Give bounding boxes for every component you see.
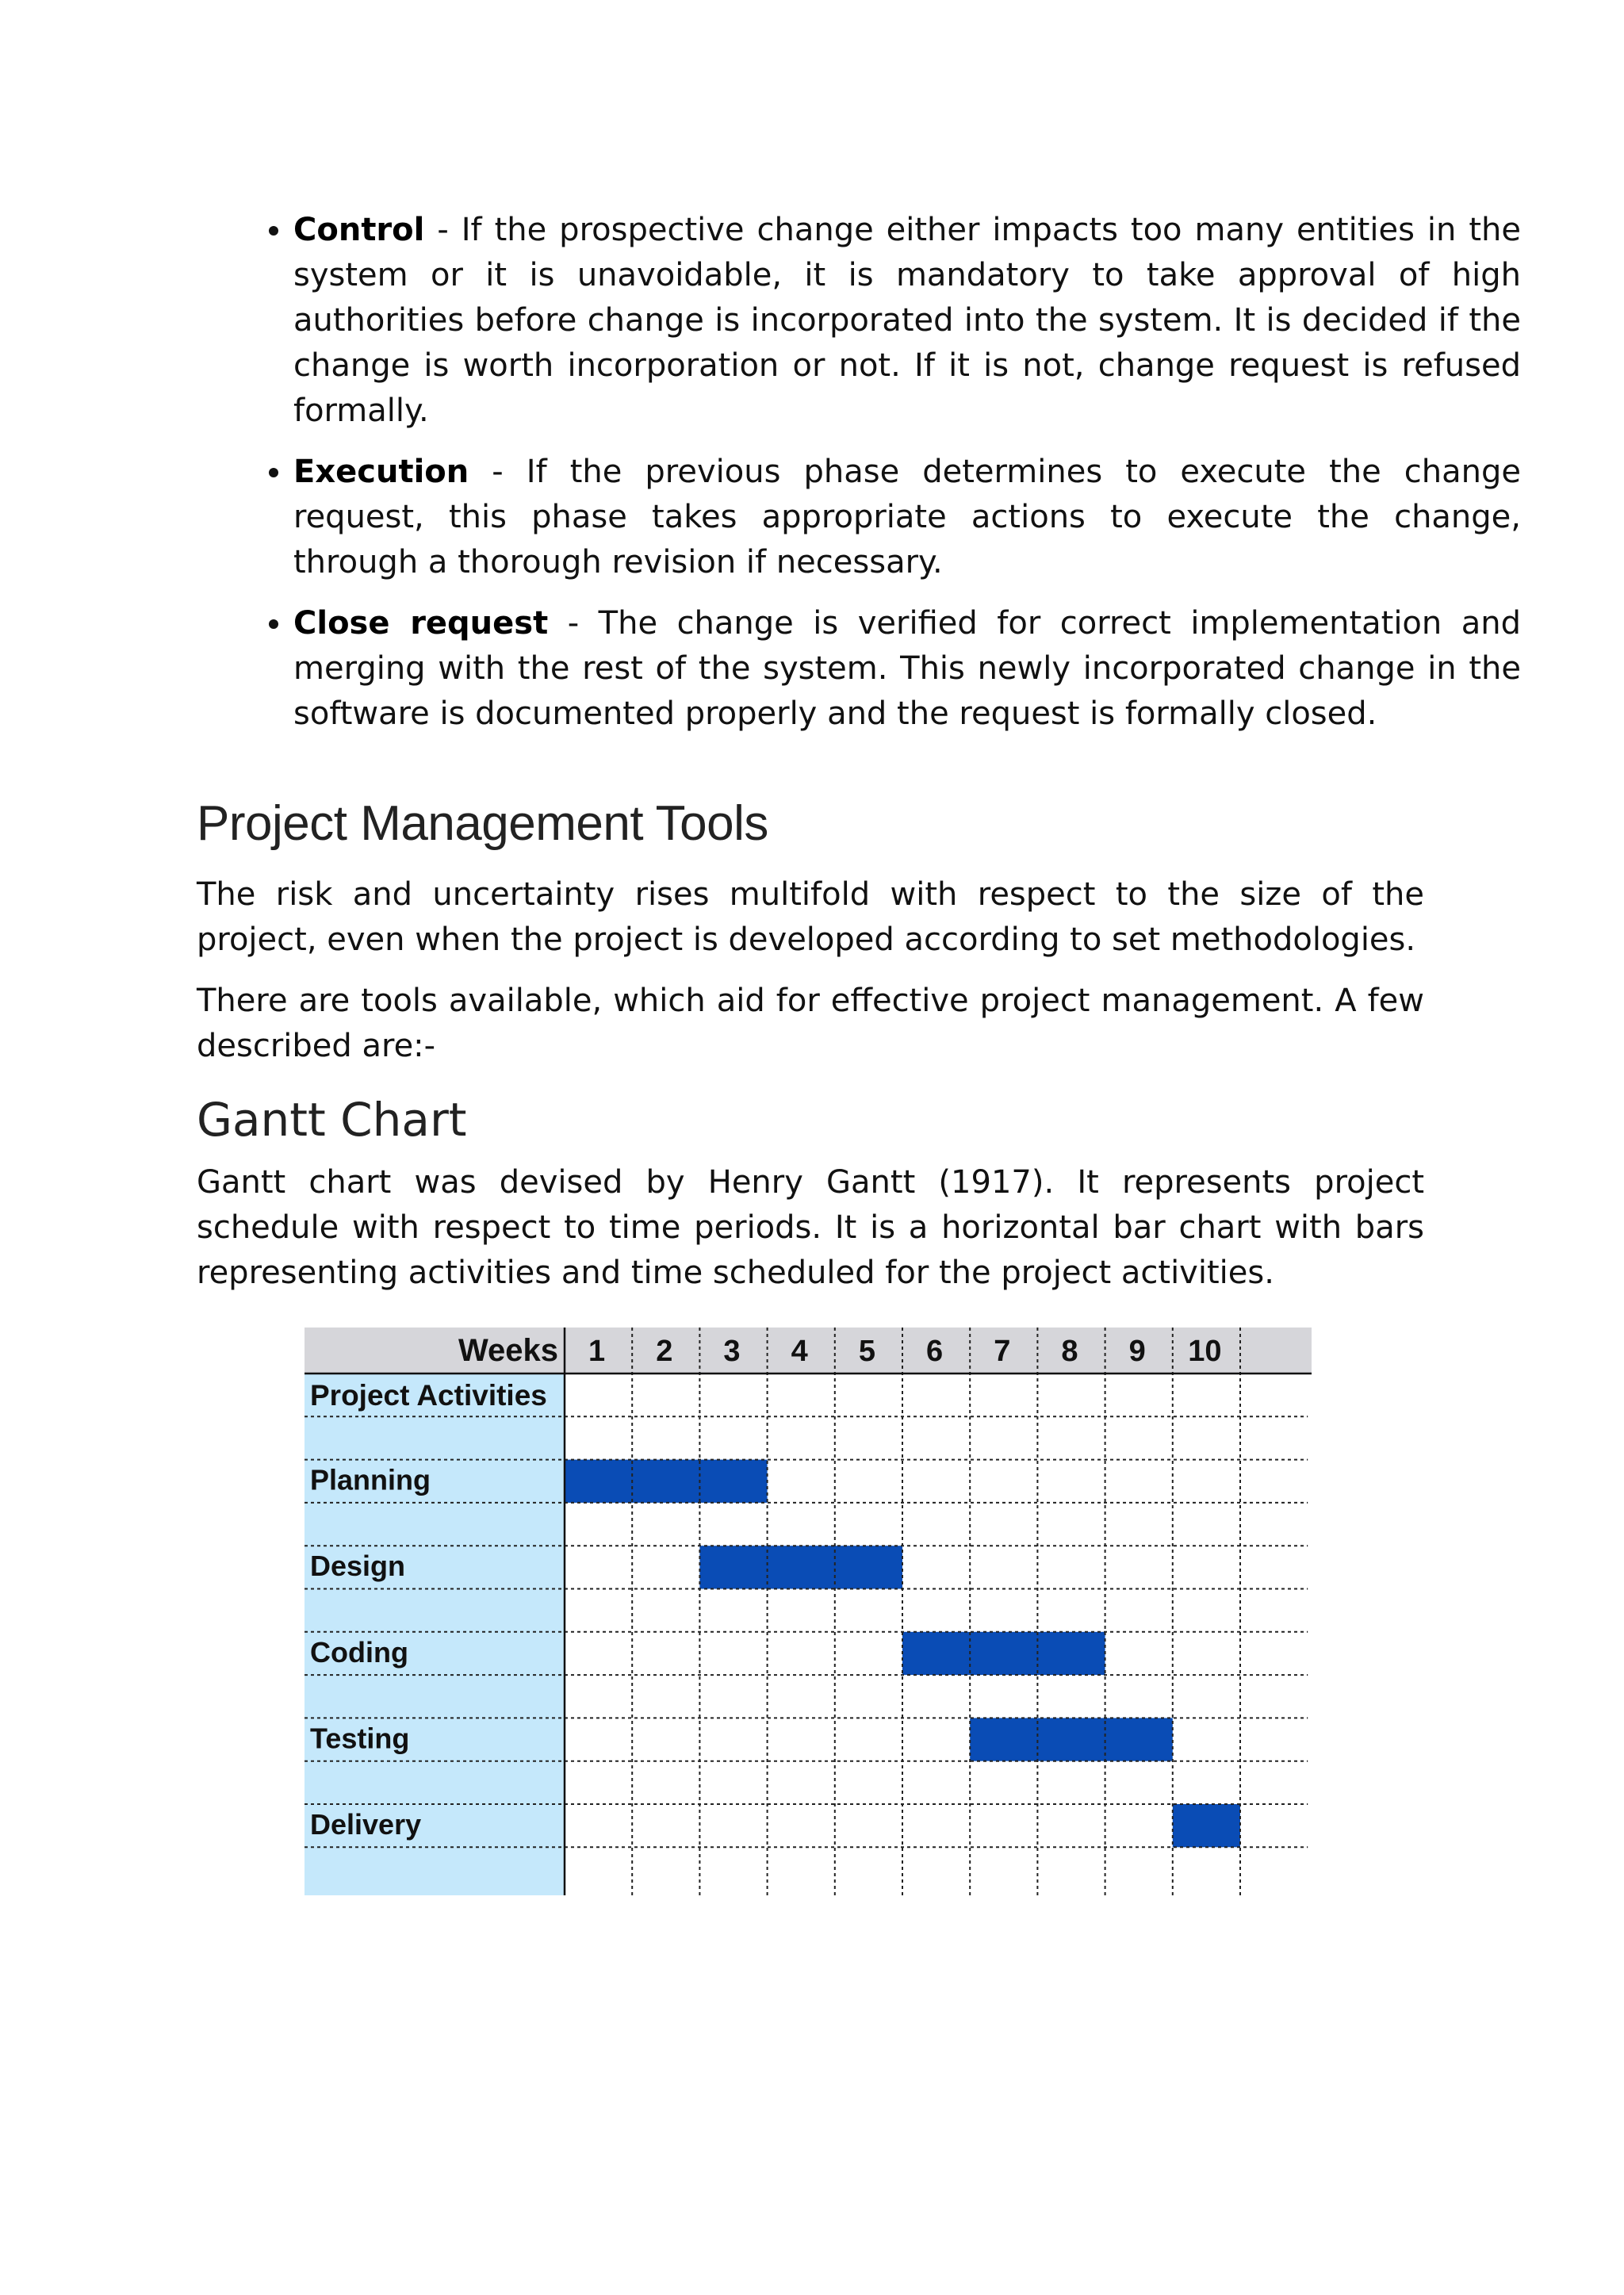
gantt-week-label: 9 <box>1128 1335 1146 1368</box>
gantt-chart <box>304 1328 1312 1895</box>
gantt-week-label: 4 <box>791 1335 808 1368</box>
gantt-week-label: 2 <box>656 1335 673 1368</box>
gantt-week-label: 5 <box>858 1335 875 1368</box>
gantt-bar <box>1173 1804 1240 1847</box>
bullet-text: - If the previous phase determines to execute the change request, this phase takes appropriate actions to execute the change, through a thorough revision if necessary. <box>293 454 1521 580</box>
change-process-list <box>197 208 1521 753</box>
bullet-text: - The change is verified for correct implementation and merging with the rest of the system. This newly incorporated change in the software is documented properly and the request is formally closed. <box>293 605 1522 732</box>
list-item-execution <box>293 450 1521 585</box>
gantt-week-label: 3 <box>723 1335 741 1368</box>
gantt-task-label: Coding <box>310 1635 408 1669</box>
gantt-bar <box>902 1632 1105 1675</box>
section-heading-gantt: Gantt Chart <box>197 1093 467 1147</box>
gantt-bar <box>970 1718 1173 1761</box>
paragraph-risk: The risk and uncertainty rises multifold with respect to the size of the project, even when the project is developed according to set methodologies. <box>197 876 1424 958</box>
gantt-week-label: 10 <box>1188 1335 1222 1368</box>
gantt-bar <box>565 1460 768 1503</box>
gantt-column-header: Project Activities <box>310 1379 547 1412</box>
gantt-task-label: Delivery <box>310 1808 422 1841</box>
bullet-term: Execution <box>293 454 469 490</box>
gantt-weeks-label: Weeks <box>458 1333 558 1368</box>
gantt-week-label: 7 <box>994 1335 1011 1368</box>
section-heading-tools: Project Management Tools <box>197 796 768 851</box>
gantt-task-label: Planning <box>310 1463 431 1496</box>
paragraph-gantt: Gantt chart was devised by Henry Gantt (1917). It represents project schedule with respect to time periods. It is a horizontal bar chart with bars representing activities and time scheduled for the project activities. <box>197 1164 1424 1291</box>
gantt-task-label: Testing <box>310 1722 410 1755</box>
gantt-header-band <box>304 1328 1312 1374</box>
bullet-term: Close request <box>293 605 549 642</box>
gantt-bar <box>699 1546 902 1588</box>
paragraph-tools: There are tools available, which aid for effective project management. A few described are:- <box>197 983 1424 1064</box>
gantt-week-label: 8 <box>1061 1335 1078 1368</box>
list-item-close-request <box>293 601 1521 737</box>
list-item-control <box>293 208 1521 434</box>
bullet-term: Control <box>293 212 425 248</box>
gantt-task-label: Design <box>310 1550 406 1583</box>
gantt-week-label: 1 <box>588 1335 606 1368</box>
bullet-text: - If the prospective change either impacts too many entities in the system or it is unavoidable, it is mandatory to take approval of high authorities before change is incorporated into the system. It is decided if the change is worth incorporation or not. If it is not, change request is refused formally. <box>293 212 1521 429</box>
gantt-week-label: 6 <box>926 1335 944 1368</box>
